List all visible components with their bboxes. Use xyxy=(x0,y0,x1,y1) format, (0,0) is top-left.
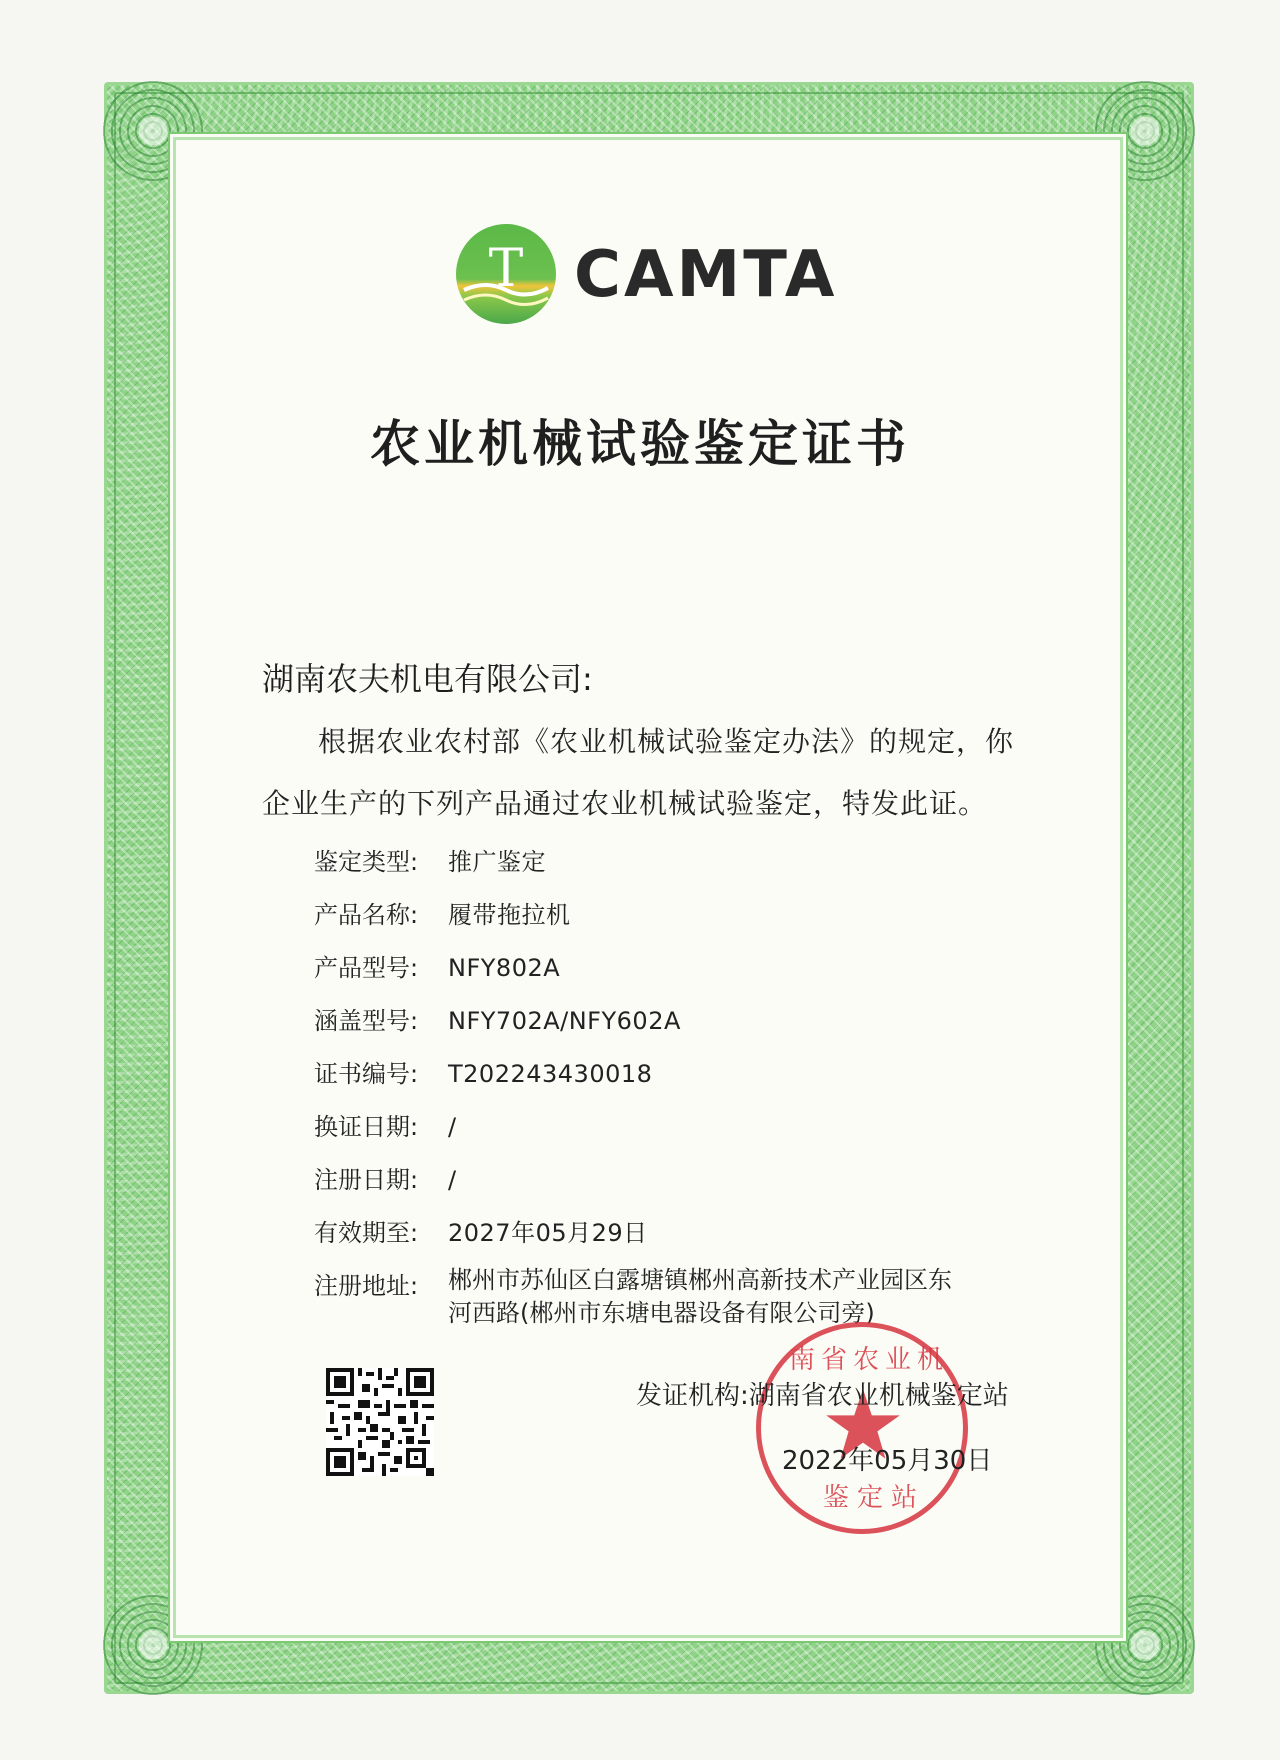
field-value: 履带拖拉机 xyxy=(448,901,571,929)
recipient-company: 湖南农夫机电有限公司: xyxy=(262,660,593,698)
issuer-label: 发证机构: xyxy=(636,1381,749,1411)
seal-top-text: 南省农业机 xyxy=(789,1345,950,1375)
field-product-model xyxy=(314,948,560,983)
field-valid-until xyxy=(314,1213,648,1248)
field-product-name xyxy=(314,895,571,930)
certificate-title: 农业机械试验鉴定证书 xyxy=(370,414,910,473)
body-text-line-2: 企业生产的下列产品通过农业机械试验鉴定，特发此证。 xyxy=(262,787,988,820)
field-value: 推广鉴定 xyxy=(448,848,546,876)
field-value: NFY702A/NFY602A xyxy=(448,1007,681,1035)
body-text-line-1: 根据农业农村部《农业机械试验鉴定办法》的规定，你 xyxy=(318,725,1015,758)
field-label: 换证日期: xyxy=(314,1113,419,1141)
field-label: 证书编号: xyxy=(314,1060,419,1088)
field-label: 注册地址: xyxy=(314,1272,419,1300)
field-certificate-number xyxy=(314,1054,652,1089)
field-covered-models xyxy=(314,1001,681,1036)
issuing-authority xyxy=(636,1375,1009,1412)
field-label: 鉴定类型: xyxy=(314,848,419,876)
field-value: / xyxy=(448,1113,457,1141)
field-registered-address-value xyxy=(448,1264,1048,1330)
field-label: 产品名称: xyxy=(314,901,419,929)
seal-bottom-text: 鉴定站 xyxy=(823,1483,926,1513)
camta-logo-emblem xyxy=(456,224,556,324)
field-registered-address-label xyxy=(314,1266,448,1301)
official-seal xyxy=(756,1322,968,1534)
address-line-1: 郴州市苏仙区白露塘镇郴州高新技术产业园区东 xyxy=(448,1266,952,1294)
field-label: 涵盖型号: xyxy=(314,1007,419,1035)
field-label: 注册日期: xyxy=(314,1166,419,1194)
field-renewal-date xyxy=(314,1107,457,1142)
field-value: / xyxy=(448,1166,457,1194)
qr-code[interactable] xyxy=(326,1368,434,1476)
camta-logo-wordmark: CAMTA xyxy=(574,238,838,312)
issue-date: 2022年05月30日 xyxy=(782,1446,993,1476)
logo-t-icon xyxy=(456,224,556,324)
field-value: T202243430018 xyxy=(448,1060,653,1088)
address-line-2: 河西路(郴州市东塘电器设备有限公司旁) xyxy=(448,1299,875,1327)
svg-text:T: T xyxy=(488,239,524,299)
issuer-name: 湖南省农业机械鉴定站 xyxy=(748,1381,1009,1411)
field-value: NFY802A xyxy=(448,954,561,982)
field-value: 2027年05月29日 xyxy=(448,1219,648,1247)
field-appraisal-type xyxy=(314,842,546,877)
field-label: 有效期至: xyxy=(314,1219,419,1247)
field-label: 产品型号: xyxy=(314,954,419,982)
field-registration-date xyxy=(314,1160,457,1195)
